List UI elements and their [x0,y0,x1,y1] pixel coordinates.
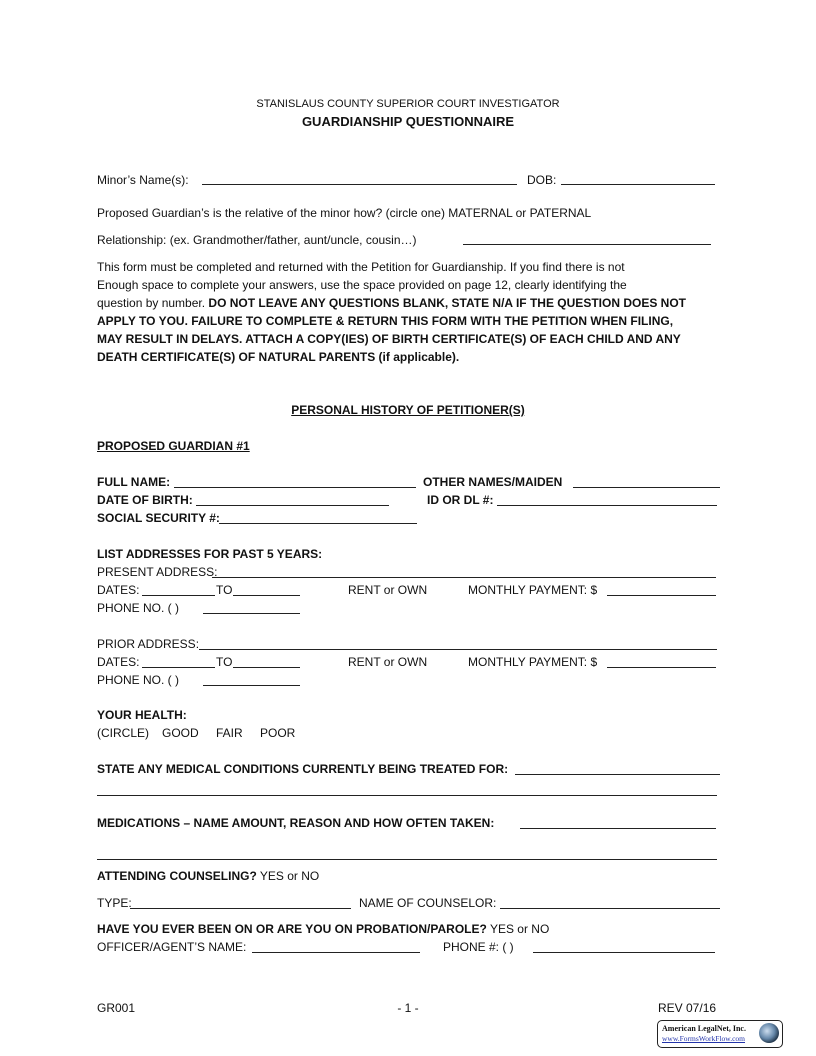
dob-label: DOB: [527,173,557,187]
officer-phone-label: PHONE #: ( ) [443,940,514,954]
phone-field[interactable] [203,613,300,614]
logo-company: American LegalNet, Inc. [662,1024,746,1033]
monthly-payment-field[interactable] [607,667,716,668]
medications-field-2[interactable] [97,859,717,860]
medical-conditions-field[interactable] [515,774,720,775]
health-option-poor[interactable]: POOR [260,726,296,740]
form-code: GR001 [97,1001,136,1015]
type-field[interactable] [130,908,351,909]
ssn-field[interactable] [219,523,417,524]
phone-field[interactable] [203,685,300,686]
ssn-label: SOCIAL SECURITY #: [97,511,220,525]
full-name-field[interactable] [174,487,416,488]
date-to-field[interactable] [233,595,300,596]
counseling-label: ATTENDING COUNSELING? [97,869,257,883]
probation-label: HAVE YOU EVER BEEN ON OR ARE YOU ON PROBATION/PAROLE? [97,922,487,936]
revision: REV 07/16 [658,1001,717,1015]
instructions-warning: DEATH CERTIFICATE(S) OF NATURAL PARENTS (if applicable). [97,350,460,364]
present-address-label: PRESENT ADDRESS: [97,565,218,579]
rent-own-option: RENT or OWN [348,583,428,597]
counselor-label: NAME OF COUNSELOR: [359,896,497,910]
date-from-field[interactable] [142,595,215,596]
circle-label: (CIRCLE) [97,726,150,740]
id-field[interactable] [497,505,717,506]
prior-address-field[interactable] [199,649,717,650]
section-subtitle: PROPOSED GUARDIAN #1 [97,439,250,453]
medications-label: MEDICATIONS – NAME AMOUNT, REASON AND HOW OFTEN TAKEN: [97,816,495,830]
officer-field[interactable] [252,952,420,953]
minor-name-field[interactable] [202,184,517,185]
officer-phone-field[interactable] [533,952,715,953]
counseling-yes-no[interactable]: YES or NO [259,869,320,883]
monthly-payment-field[interactable] [607,595,716,596]
probation-yes-no[interactable]: YES or NO [489,922,550,936]
medications-field[interactable] [520,828,716,829]
counselor-field[interactable] [500,908,720,909]
officer-label: OFFICER/AGENT’S NAME: [97,940,247,954]
instructions-warning: DO NOT LEAVE ANY QUESTIONS BLANK, STATE N/A IF THE QUESTION DOES NOT [208,296,686,310]
page-title: GUARDIANSHIP QUESTIONNAIRE [301,114,515,129]
instructions-text: question by number. [97,296,209,310]
birth-date-label: DATE OF BIRTH: [97,493,193,507]
to-label: TO [216,655,233,669]
logo-url[interactable]: www.FormsWorkFlow.com [662,1034,746,1043]
phone-label: PHONE NO. ( ) [97,673,180,687]
page-number: - 1 - [397,1001,419,1015]
id-label: ID OR DL #: [427,493,494,507]
globe-icon [759,1023,779,1043]
full-name-label: FULL NAME: [97,475,171,489]
section-title: PERSONAL HISTORY OF PETITIONER(S) [291,403,525,417]
dates-label: DATES: [97,583,140,597]
instructions-line: This form must be completed and returned with the Petition for Guardianship. If you find there is not [97,260,625,274]
type-label: TYPE: [97,896,132,910]
phone-label: PHONE NO. ( ) [97,601,180,615]
relationship-label: Relationship: (ex. Grandmother/father, aunt/uncle, cousin…) [97,233,417,247]
instructions-warning: APPLY TO YOU. FAILURE TO COMPLETE & RETURN THIS FORM WITH THE PETITION WHEN FILING, [97,314,674,328]
publisher-logo [657,1020,783,1048]
other-names-field[interactable] [573,487,720,488]
dob-field[interactable] [561,184,715,185]
addresses-heading: LIST ADDRESSES FOR PAST 5 YEARS: [97,547,323,561]
dates-label: DATES: [97,655,140,669]
monthly-payment-label: MONTHLY PAYMENT: $ [468,583,598,597]
counseling-question [97,869,319,883]
instructions-warning: MAY RESULT IN DELAYS. ATTACH A COPY(IES) OF BIRTH CERTIFICATE(S) OF EACH CHILD AND ANY [97,332,681,346]
probation-question [97,922,549,936]
relative-question: Proposed Guardian’s is the relative of the minor how? (circle one) MATERNAL or PATERNAL [97,206,592,220]
medical-conditions-field-2[interactable] [97,795,717,796]
date-to-field[interactable] [233,667,300,668]
prior-address-label: PRIOR ADDRESS: [97,637,200,651]
health-option-fair[interactable]: FAIR [216,726,243,740]
to-label: TO [216,583,233,597]
birth-date-field[interactable] [196,505,389,506]
present-address-field[interactable] [212,577,716,578]
health-heading: YOUR HEALTH: [97,708,187,722]
other-names-label: OTHER NAMES/MAIDEN [423,475,563,489]
minor-name-label: Minor’s Name(s): [97,173,189,187]
agency-name: STANISLAUS COUNTY SUPERIOR COURT INVESTIGATOR [256,98,560,110]
date-from-field[interactable] [142,667,215,668]
monthly-payment-label: MONTHLY PAYMENT: $ [468,655,598,669]
health-option-good[interactable]: GOOD [162,726,199,740]
relationship-field[interactable] [463,244,711,245]
rent-own-option: RENT or OWN [348,655,428,669]
instructions-line: Enough space to complete your answers, use the space provided on page 12, clearly identifying the [97,278,627,292]
instructions-line [97,296,686,310]
medical-conditions-label: STATE ANY MEDICAL CONDITIONS CURRENTLY BEING TREATED FOR: [97,762,509,776]
